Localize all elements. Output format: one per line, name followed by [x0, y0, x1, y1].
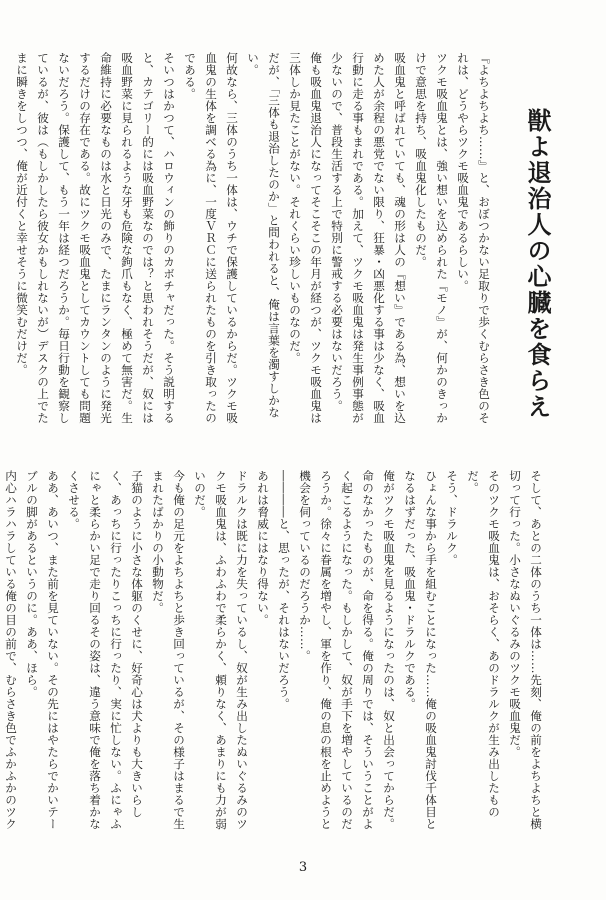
paragraph: 『よちよちよち……』と、おぼつかない足取りで歩くむらさき色のそれは、どうやらツクモ吸血鬼であるらしい。 — [456, 52, 491, 424]
lower-text-block — [4, 470, 546, 840]
story-title: 獣よ退治人の心臓を食らえ — [523, 108, 551, 420]
paragraph: 俺も吸血鬼退治人になってそこそこの年月が経つが、ツクモ吸血鬼は三体しか見たことがない。それくらい珍しいものなのだ。 — [288, 52, 323, 424]
paragraph: そして、あとの二体のうち一体は……先刻、俺の前をよちよちと横切って行った。小さなぬいぐるみのツクモ吸血鬼だ。 — [508, 470, 543, 830]
paragraph: そう、ドラルク。 — [445, 470, 459, 566]
paragraph: だが、「三体も退治したのか」と問われると、俺は言葉を濁すしかない。 — [246, 52, 281, 419]
paragraph: 命のなかったものが、命を得る。俺の周りでは、そういうことがよく起こるようになった。もしかして、奴が手下を増やしているのだろうか。徐々に眷属を増やし、軍を作り、俺の息の根を止めようと機会を伺っているのだろうか……。 — [298, 470, 375, 830]
page-number: 3 — [298, 860, 308, 875]
paragraph: 今も俺の足元をよちよちと歩き回っているが、その様子はまるで生まれたばかりの小動物だ。 — [151, 470, 186, 830]
paragraph: そのツクモ吸血鬼は、おそらく、あのドラルクが生み出したものだ。 — [466, 470, 501, 818]
paragraph: あれは脅威にはなり得ない。 — [256, 470, 270, 626]
paragraph: ツクモ吸血鬼とは、強い想いを込められた『モノ』が、何かのきっかけで意思を持ち、吸血鬼化したものだ。 — [414, 52, 449, 424]
paragraph: 子猫のように小さな体躯のくせに、好奇心は犬よりも大きいらしく、あっちに行ったりこっちに行ったり、実に忙しない。ふにゃふにゃと柔らかい足で走り回るその姿は、違う意味で俺を落ち着かなくさせる。 — [67, 470, 144, 830]
paragraph: そいつはかつて、ハロウィンの飾りのカボチャだった。そう説明すると、カテゴリー的には吸血野菜なのでは？と思われそうだが、奴には吸血野菜に見られるような牙も危険な鉤爪もなく、極めて無害だ。生命維持に必要なものは水と日光のみで、たまにランタンのように発光するだけの存在である。故にツクモ吸血鬼としてカウントしても問題ないだろう。保護して、もう一年は経つだろうか。毎日行動を観察しているが、彼は（もしかしたら彼女かもしれないが）デスクの上でたまに瞬きをしつつ、俺が近付くと幸せそうに微笑むだけだ。 — [15, 52, 176, 424]
paragraph: ああ、あいつ、また前を見ていない。その先にはやたらでかいテーブルの脚があるというのに。ああ、ほら。 — [25, 470, 60, 830]
paragraph: 吸血鬼と呼ばれていても、魂の形は人の『想い』である為、想いを込めた人が余程の悪党でない限り、狂暴・凶悪化する事は少なく、吸血行動に走る事もまれである。加えて、ツクモ吸血鬼は発生事例事態が少ないので、普段生活する上で特別に警戒する必要はないだろう。 — [330, 52, 407, 424]
paragraph: 俺がツクモ吸血鬼を見るようになったのは、奴と出会ってからだ。 — [382, 470, 396, 830]
paragraph: ひょんな事から手を組むことになった……俺の吸血鬼討伐千体目となるはずだった、吸血鬼・ドラルクである。 — [403, 470, 438, 830]
paragraph: 何故なら、三体のうち一体は、ウチで保護しているからだ。ツクモ吸血鬼の生体を調べる為に、一度ＶＲＣに送られたものを引き取ったのである。 — [183, 52, 239, 424]
upper-text-block — [15, 52, 494, 432]
paragraph: ――――と、思ったが、それはないだろう。 — [277, 470, 291, 710]
paragraph: ドラルクは既に力を失っているし、奴が生み出したぬいぐるみのツクモ吸血鬼は、ふわふわで柔らかく、頼りなく、あまりにも力が弱いのだ。 — [193, 470, 249, 830]
paragraph: 内心ハラハラしている俺の目の前で、むらさき色でふかふかのツク — [4, 470, 18, 830]
